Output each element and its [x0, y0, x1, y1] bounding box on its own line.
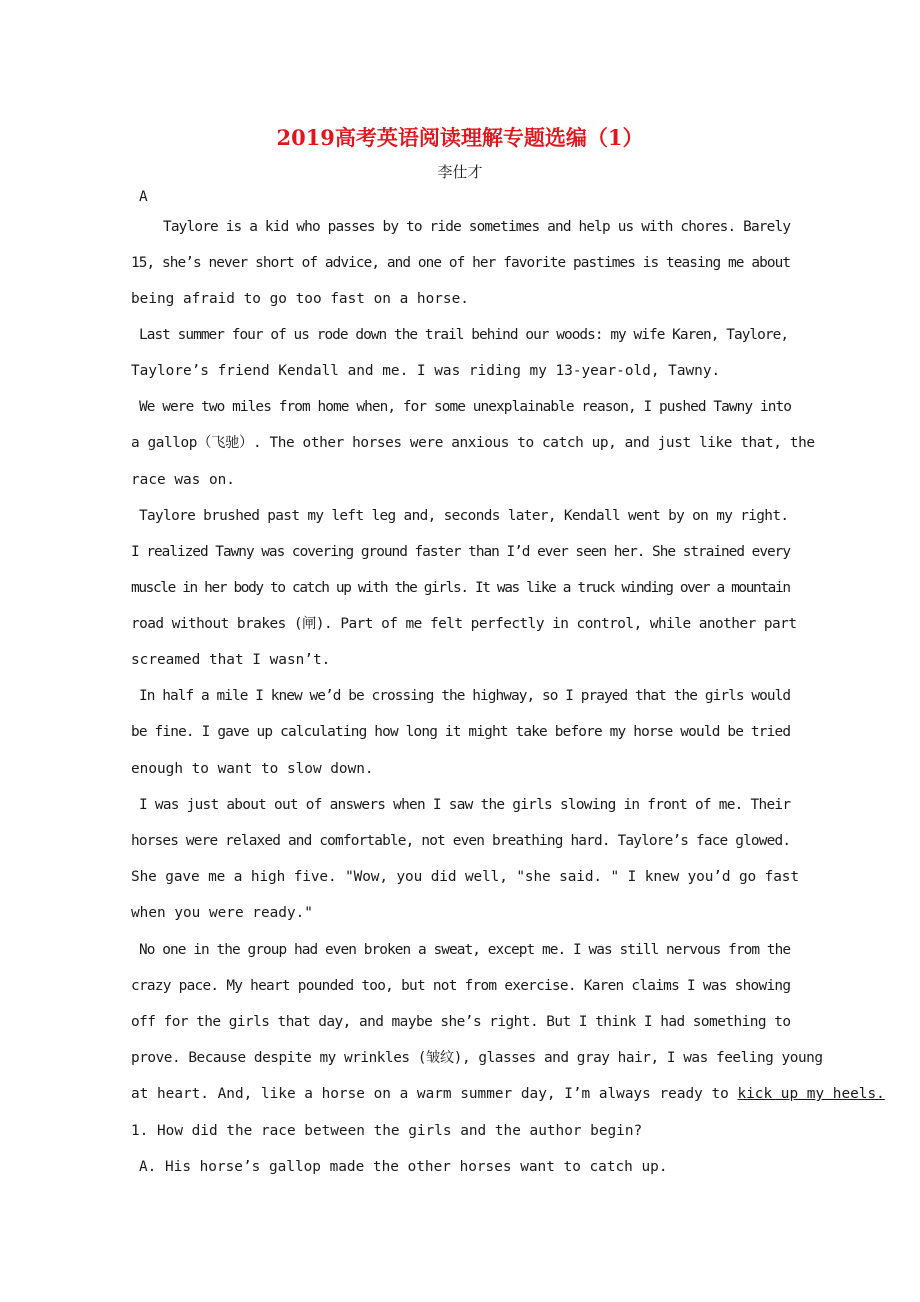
passage-line: I was just about out of answers when I saw the girls slowing in front of me. Their [139, 797, 791, 813]
passage-line-text: at heart. And, like a horse on a warm summer day, I’m always ready to [131, 1086, 738, 1102]
passage-line: muscle in her body to catch up with the girls. It was like a truck winding over a mountain [131, 580, 790, 596]
passage-line: enough to want to slow down. [131, 761, 374, 777]
passage-line: prove. Because despite my wrinkles (皱纹), glasses and gray hair, I was feeling young [131, 1050, 823, 1066]
passage-line: crazy pace. My heart pounded too, but not from exercise. Karen claims I was showing [131, 978, 791, 994]
question-1: 1. How did the race between the girls and the author begin? [131, 1123, 643, 1139]
passage-line: Taylore brushed past my left leg and, seconds later, Kendall went by on my right. [139, 508, 789, 524]
passage-line: be fine. I gave up calculating how long it might take before my horse would be tried [131, 724, 791, 740]
section-label: A [139, 189, 148, 205]
passage-line: when you were ready." [131, 905, 313, 921]
underlined-phrase: kick up my heels. [737, 1086, 885, 1102]
question-1-option-a: A. His horse’s gallop made the other horses want to catch up. [139, 1159, 668, 1175]
passage-line: being afraid to go too fast on a horse. [131, 291, 469, 307]
passage-line: 15, she’s never short of advice, and one of her favorite pastimes is teasing me about [131, 255, 791, 271]
passage-line: a gallop（飞驰）. The other horses were anxious to catch up, and just like that, the [131, 435, 815, 451]
passage-line: I realized Tawny was covering ground faster than I’d ever seen her. She strained every [131, 544, 790, 560]
passage-line: Taylore’s friend Kendall and me. I was riding my 13-year-old, Tawny. [131, 363, 721, 379]
passage-line: She gave me a high five. "Wow, you did well, "she said. " I knew you’d go fast [131, 869, 799, 885]
passage-line: screamed that I wasn’t. [131, 652, 331, 668]
passage-line: road without brakes (闸). Part of me felt perfectly in control, while another part [131, 616, 797, 632]
passage-line: Last summer four of us rode down the trail behind our woods: my wife Karen, Taylore, [139, 327, 789, 343]
passage-line [131, 1084, 885, 1104]
document-title: 2019高考英语阅读理解专题选编（1） [276, 125, 644, 150]
passage-line: No one in the group had even broken a sweat, except me. I was still nervous from the [139, 942, 791, 958]
passage-line: off for the girls that day, and maybe she’s right. But I think I had something to [131, 1014, 791, 1030]
passage-line: race was on. [131, 472, 235, 488]
passage-line: Taylore is a kid who passes by to ride sometimes and help us with chores. Barely [163, 219, 791, 235]
document-author: 李仕才 [437, 163, 483, 181]
passage-line: We were two miles from home when, for some unexplainable reason, I pushed Tawny into [139, 399, 791, 415]
passage-line: In half a mile I knew we’d be crossing the highway, so I prayed that the girls would [139, 688, 791, 704]
passage-line: horses were relaxed and comfortable, not even breathing hard. Taylore’s face glowed. [131, 833, 791, 849]
